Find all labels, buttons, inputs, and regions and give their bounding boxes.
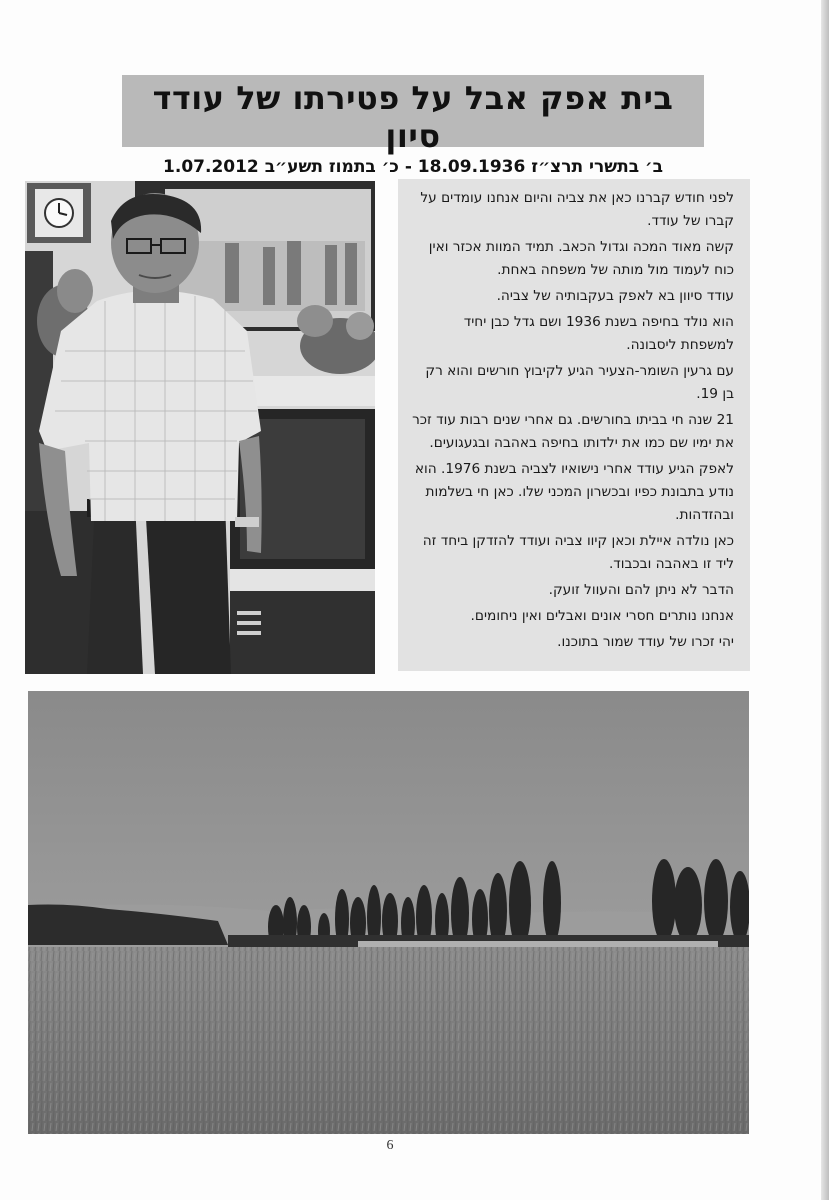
birth-date-hebrew: ב׳ בתשרי תרצ״ז bbox=[531, 157, 663, 177]
article-paragraph: לאפק הגיע עודד אחרי נישואיו לצביה בשנת 1976. הוא נודע בתבונת כפיו ובכשרון המכני שלו. כאן חי בשלמות ובהזדהות. bbox=[414, 461, 734, 523]
page-number: 6 bbox=[386, 1138, 394, 1153]
article-paragraph: הדבר לא ניתן להם והעוול זועק. bbox=[548, 582, 734, 598]
dates-separator: - bbox=[404, 157, 412, 177]
article-paragraph: קשה מאוד המכה וגדול הכאב. תמיד המוות אכזר ואין כוח לעמוד מול מותה של משפחה באחת. bbox=[428, 239, 734, 278]
article-text-box bbox=[398, 179, 750, 671]
dates-line bbox=[122, 155, 704, 179]
death-date: 1.07.2012 bbox=[163, 157, 259, 177]
death-date-hebrew: כ׳ בתמוז תשע״ב bbox=[264, 157, 399, 177]
title-banner bbox=[122, 75, 704, 177]
article-paragraph: יהי זכרו של עודד שמור בתוכנו. bbox=[557, 634, 734, 650]
article-paragraph: לפני חודש קברנו כאן את צביה והיום אנחנו עומדים על קברו של עודד. bbox=[420, 190, 734, 229]
portrait-photo bbox=[25, 181, 375, 674]
article-paragraph: הוא נולד בחיפה בשנת 1936 ושם גדל כבן יחיד למשפחת ליסבונה. bbox=[463, 314, 734, 353]
birth-date: 18.09.1936 bbox=[417, 157, 526, 177]
article-paragraph: 21 שנה חי בביתו בחורשים. גם אחרי שנים רבות עוד זכר את ימיו שם כמו את ילדותו בחיפה באהבה ובגעגועים. bbox=[412, 412, 734, 451]
page-title: בית אפק אבל על פטירתו של עודד סיון bbox=[152, 79, 674, 155]
article-paragraph: עם גרעין השומר-הצעיר הגיע לקיבוץ חורשים והוא רק בן 19. bbox=[425, 363, 734, 402]
landscape-illustration bbox=[28, 691, 749, 1134]
article-paragraph: כאן נולדה איילת וכאן קיוו צביה ועודד להזדקן ביחד זה ליד זו באהבה ובכבוד. bbox=[422, 533, 734, 572]
landscape-photo bbox=[28, 691, 749, 1134]
page-edge bbox=[821, 0, 829, 1200]
article-paragraph: עודד סיוון בא לאפק בעקבותיה של צביה. bbox=[496, 288, 734, 304]
portrait-illustration bbox=[25, 181, 375, 674]
article-paragraph: אנחנו נותרים חסרי אונים ואבלים ואין ניחומים. bbox=[470, 608, 734, 624]
